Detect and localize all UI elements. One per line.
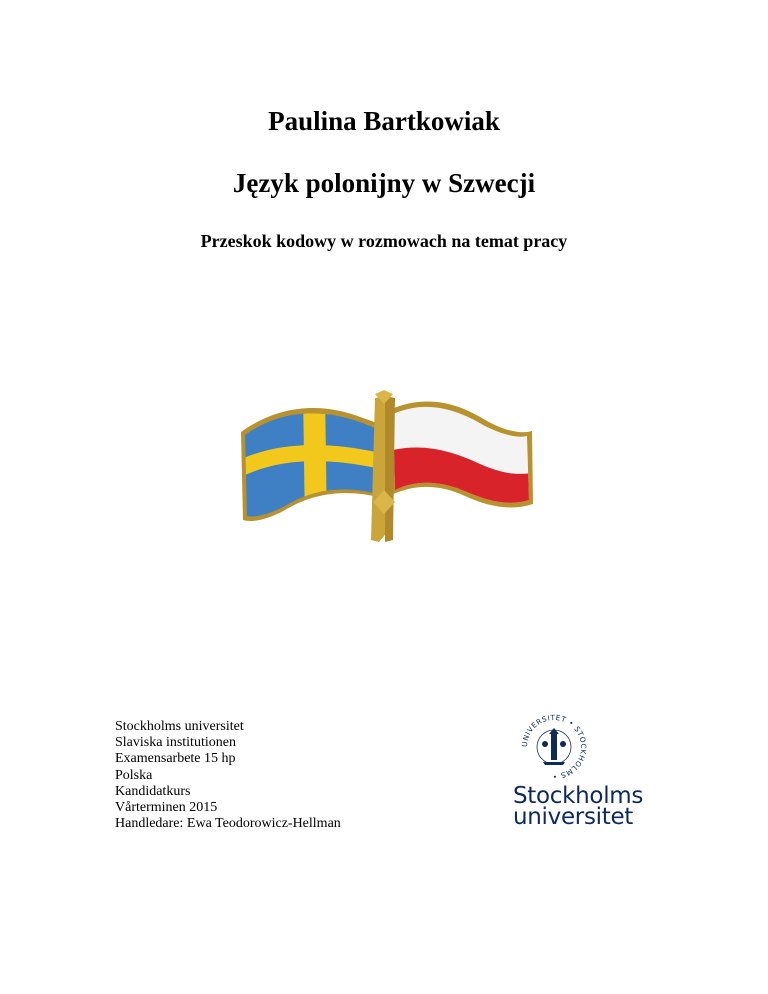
flag-pole-right [385, 396, 395, 542]
stockholm-university-logo [507, 712, 647, 832]
crossed-flags-pin-image [235, 390, 535, 550]
university-seal-icon [519, 712, 589, 782]
author-name: Paulina Bartkowiak [268, 106, 500, 136]
thesis-metadata [115, 719, 341, 832]
meta-university: Stockholms universitet [115, 719, 244, 734]
meta-department: Slaviska institutionen [115, 735, 236, 751]
logo-wordmark-line2: universitet [513, 804, 634, 830]
meta-credits: Examensarbete 15 hp [115, 751, 236, 767]
thesis-title: Język polonijny w Szwecji [232, 168, 536, 198]
thesis-subtitle: Przeskok kodowy w rozmowach na temat pracy [200, 231, 568, 251]
meta-supervisor: Handledare: Ewa Teodorowicz-Hellman [115, 816, 341, 832]
meta-course-level: Kandidatkurs [115, 783, 191, 799]
logo-wordmark-line1: Stockholms [513, 783, 644, 809]
svg-text:UNIVERSITET • STOCKHOLMS •: UNIVERSITET • STOCKHOLMS • [519, 712, 589, 782]
meta-subject: Polska [115, 767, 153, 783]
meta-term: Vårterminen 2015 [115, 800, 218, 816]
